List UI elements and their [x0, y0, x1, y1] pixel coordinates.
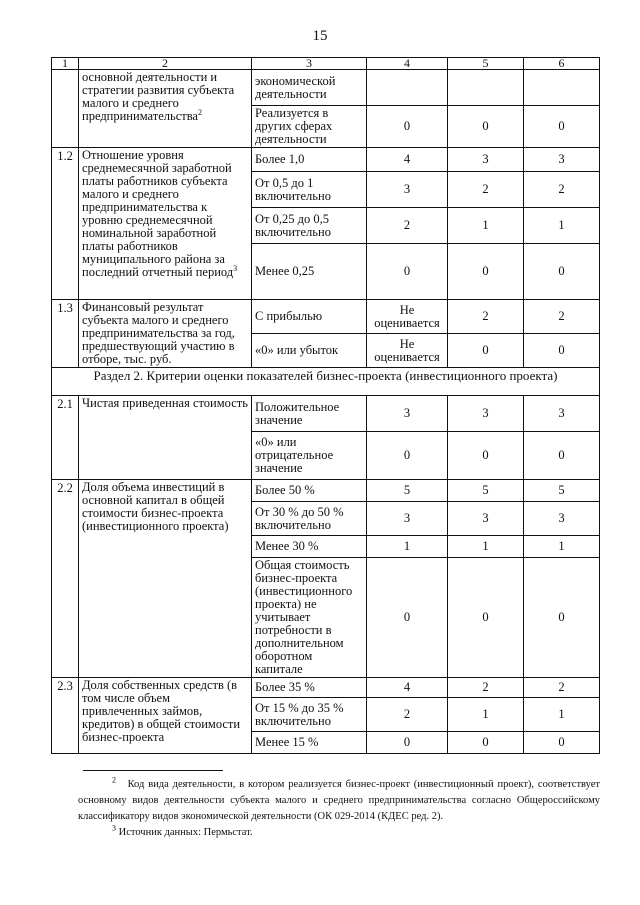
criterion-value-label: Реализуется в других сферах деятельности	[252, 106, 367, 148]
score-col-5: 1	[448, 698, 524, 732]
score-col-6: 2	[524, 678, 600, 698]
criterion-name	[79, 70, 252, 148]
criterion-number: 2.3	[52, 678, 79, 754]
score-col-4: 0	[367, 558, 448, 678]
criterion-value-label: «0» или отрицательное значение	[252, 432, 367, 480]
column-number-row	[52, 58, 600, 70]
score-col-4: 3	[367, 396, 448, 432]
criterion-value-label: От 30 % до 50 % включительно	[252, 502, 367, 536]
criterion-value-label: Более 50 %	[252, 480, 367, 502]
criterion-name	[79, 300, 252, 368]
score-col-4: 2	[367, 208, 448, 244]
criterion-value-label: Более 1,0	[252, 148, 367, 172]
score-col-6: 3	[524, 148, 600, 172]
score-col-6: 0	[524, 244, 600, 300]
score-col-5: 1	[448, 208, 524, 244]
score-col-5: 5	[448, 480, 524, 502]
footnote-divider	[83, 770, 223, 771]
score-col-6: 5	[524, 480, 600, 502]
score-col-5: 2	[448, 172, 524, 208]
criterion-number: 1.2	[52, 148, 79, 300]
criterion-number: 2.1	[52, 396, 79, 480]
criterion-number: 2.2	[52, 480, 79, 678]
page-number: 15	[312, 28, 328, 44]
section-row	[52, 368, 600, 396]
criterion-value-label: Менее 15 %	[252, 732, 367, 754]
column-number: 1	[52, 58, 79, 70]
score-col-4: 0	[367, 106, 448, 148]
score-col-5: 1	[448, 536, 524, 558]
score-col-4: 0	[367, 244, 448, 300]
criterion-text: основной деятельности и стратегии развития субъекта малого и среднего предпринимательства	[82, 70, 235, 123]
criterion-value-label: От 15 % до 35 % включительно	[252, 698, 367, 732]
criterion-row	[52, 148, 600, 172]
criterion-name	[79, 396, 252, 480]
criterion-value-label: От 0,25 до 0,5 включительно	[252, 208, 367, 244]
column-number: 2	[79, 58, 252, 70]
score-col-6: 2	[524, 172, 600, 208]
criterion-row	[52, 300, 600, 334]
criteria-table	[51, 57, 600, 754]
score-col-6: 3	[524, 502, 600, 536]
criterion-text: Финансовый результат субъекта малого и среднего предпринимательства за год, предшествующий участию в отборе, тыс. руб.	[82, 300, 235, 366]
score-col-4: Не оценивается	[367, 300, 448, 334]
score-col-6: 0	[524, 106, 600, 148]
score-col-6: 0	[524, 558, 600, 678]
score-col-4: Не оценивается	[367, 334, 448, 368]
footnotes	[78, 770, 600, 841]
score-col-6: 3	[524, 396, 600, 432]
score-col-4: 3	[367, 502, 448, 536]
criterion-name	[79, 678, 252, 754]
column-number: 6	[524, 58, 600, 70]
criterion-number	[52, 70, 79, 148]
criterion-value-label: экономической деятельности	[252, 70, 367, 106]
footnote-marker: 2	[112, 775, 116, 785]
score-col-6: 1	[524, 536, 600, 558]
score-col-5: 2	[448, 300, 524, 334]
criterion-text: Отношение уровня среднемесячной заработной платы работников субъекта малого и среднего предпринимательства к уровню среднемесячной номинальной заработной платы работников муниципального района за последний отчетный период	[82, 148, 234, 279]
footnote-text: Код вида деятельности, в котором реализуется бизнес-проект (инвестиционный проект), соответствует основному видов деятельности субъекта малого и среднего предпринимательства согласно Общероссийскому классификатору видов экономической деятельности (ОК 029-2014 (КДЕС ред. 2).	[78, 779, 600, 822]
criterion-value-label: С прибылью	[252, 300, 367, 334]
score-col-4: 1	[367, 536, 448, 558]
footnote-reference: 3	[233, 263, 238, 273]
footnote-3	[78, 825, 600, 841]
score-col-6	[524, 70, 600, 106]
criterion-value-label: Общая стоимость бизнес-проекта (инвестиционного проекта) не учитывает потребности в дополнительном оборотном капитале	[252, 558, 367, 678]
criterion-name	[79, 480, 252, 678]
column-number: 5	[448, 58, 524, 70]
criterion-name	[79, 148, 252, 300]
criterion-number: 1.3	[52, 300, 79, 368]
column-number: 3	[252, 58, 367, 70]
score-col-4: 3	[367, 172, 448, 208]
criterion-row	[52, 480, 600, 502]
score-col-4: 0	[367, 432, 448, 480]
score-col-4: 4	[367, 678, 448, 698]
footnote-reference: 2	[198, 107, 202, 117]
score-col-5	[448, 70, 524, 106]
criterion-text: Доля объема инвестиций в основной капитал в общей стоимости бизнес-проекта (инвестиционного проекта)	[82, 480, 229, 533]
criterion-value-label: Менее 0,25	[252, 244, 367, 300]
score-col-4: 4	[367, 148, 448, 172]
score-col-6: 1	[524, 698, 600, 732]
criterion-value-label: Менее 30 %	[252, 536, 367, 558]
score-col-5: 0	[448, 432, 524, 480]
score-col-5: 3	[448, 148, 524, 172]
score-col-5: 0	[448, 244, 524, 300]
score-col-4: 2	[367, 698, 448, 732]
footnote-text: Источник данных: Пермьстат.	[118, 827, 253, 838]
score-col-5: 0	[448, 106, 524, 148]
criterion-text: Чистая приведенная стоимость	[82, 396, 248, 410]
section-title: Раздел 2. Критерии оценки показателей бизнес-проекта (инвестиционного проекта)	[52, 368, 600, 396]
column-number: 4	[367, 58, 448, 70]
criterion-value-label: «0» или убыток	[252, 334, 367, 368]
score-col-5: 0	[448, 732, 524, 754]
footnote-2	[78, 777, 600, 825]
score-col-5: 0	[448, 558, 524, 678]
criterion-row	[52, 396, 600, 432]
criterion-row	[52, 678, 600, 698]
score-col-5: 2	[448, 678, 524, 698]
score-col-6: 0	[524, 334, 600, 368]
score-col-6: 0	[524, 432, 600, 480]
score-col-5: 3	[448, 396, 524, 432]
score-col-6: 2	[524, 300, 600, 334]
score-col-6: 1	[524, 208, 600, 244]
score-col-5: 0	[448, 334, 524, 368]
score-col-4: 0	[367, 732, 448, 754]
criterion-value-label: От 0,5 до 1 включительно	[252, 172, 367, 208]
criterion-text: Доля собственных средств (в том числе объем привлеченных займов, кредитов) в общей стоимости бизнес-проекта	[82, 678, 241, 744]
score-col-6: 0	[524, 732, 600, 754]
score-col-5: 3	[448, 502, 524, 536]
criterion-value-label: Положительное значение	[252, 396, 367, 432]
footnote-marker: 3	[112, 823, 116, 833]
criterion-value-label: Более 35 %	[252, 678, 367, 698]
criterion-row	[52, 70, 600, 106]
score-col-4: 5	[367, 480, 448, 502]
score-col-4	[367, 70, 448, 106]
